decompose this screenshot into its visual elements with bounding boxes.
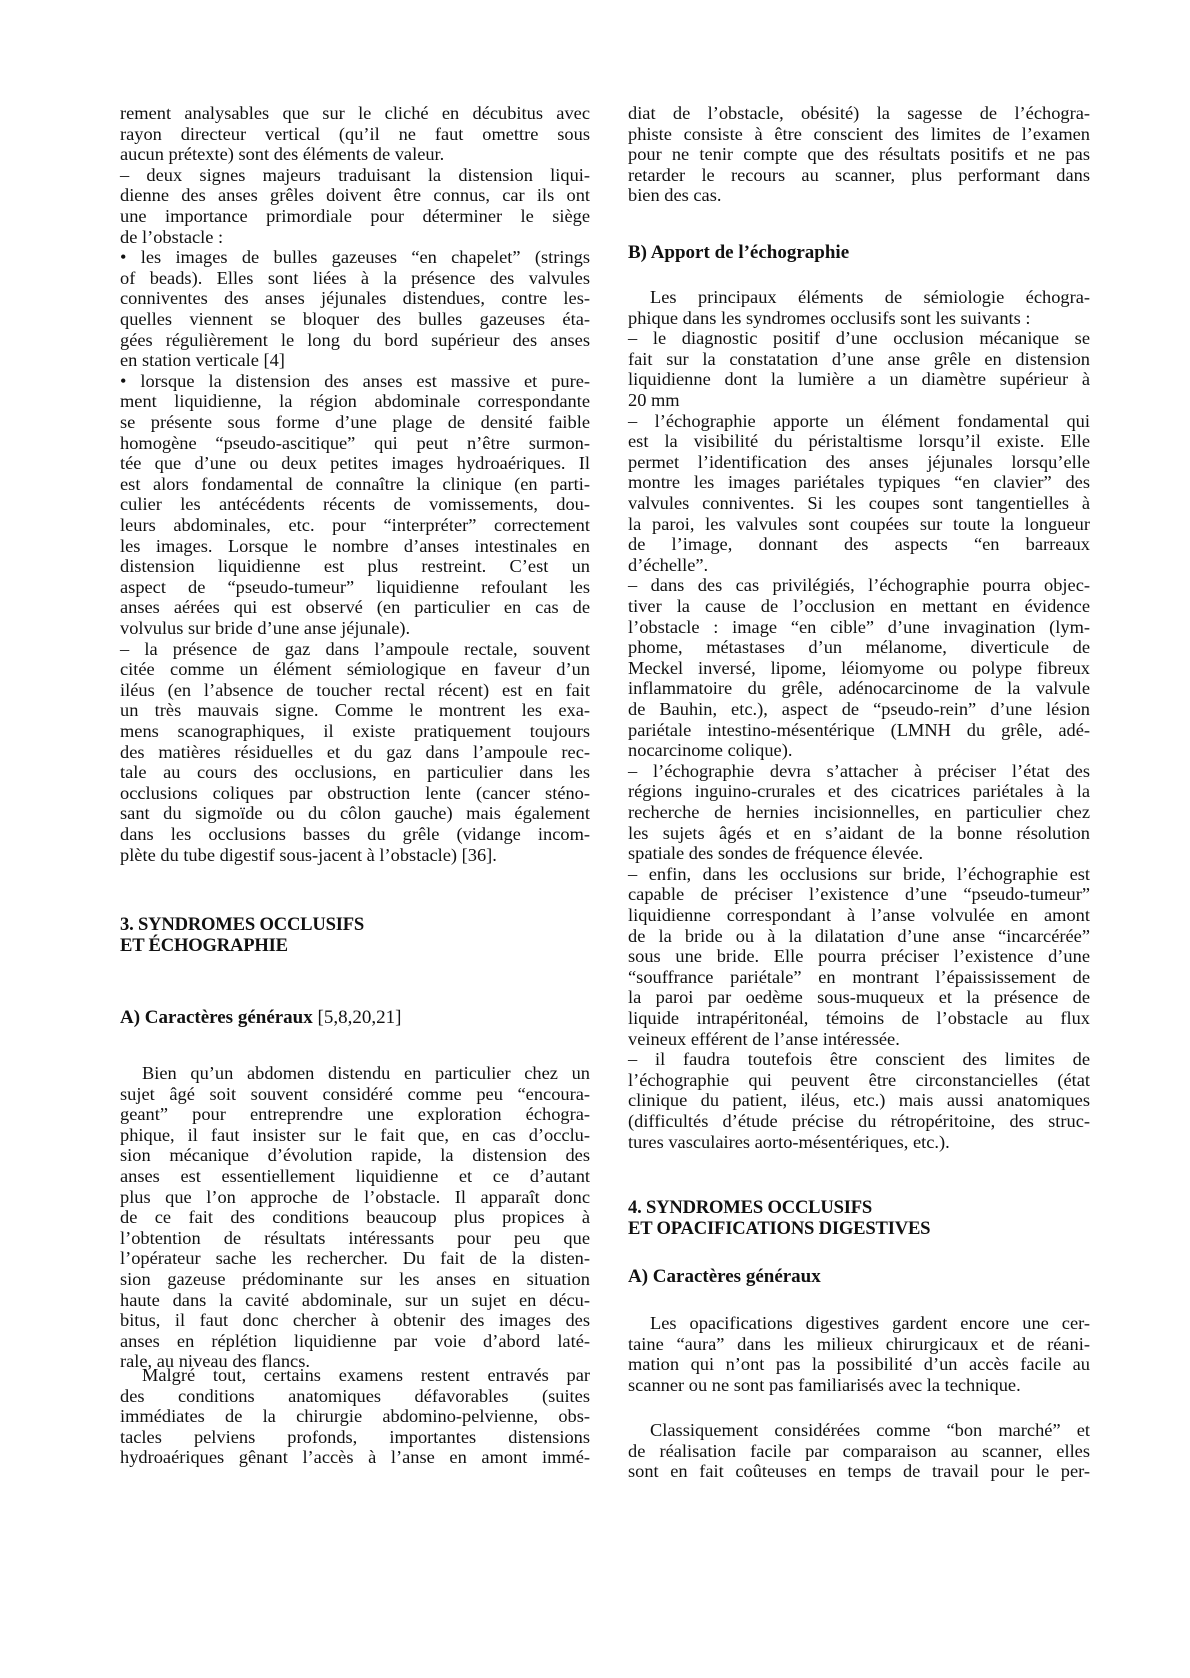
text-line: – dans des cas privilégiés, l’échographie pourra objec- — [628, 575, 1090, 596]
text-line: taine “aura” dans les milieux chirurgicaux et de réani- — [628, 1333, 1090, 1354]
text-line: pour ne tenir compte que des résultats positifs et ne pas — [628, 144, 1090, 165]
text-line: montre les images pariétales typiques “en clavier” des — [628, 472, 1090, 493]
text-line: liquidienne correspondant à l’anse volvulée en amont — [628, 905, 1090, 925]
text-line: Les principaux éléments de sémiologie échogra- — [650, 287, 1090, 307]
subsection-heading — [628, 1267, 1090, 1288]
text-line: l’obstacle : image “en cible” d’une invagination (lym- — [628, 616, 1090, 637]
text-line: 20 mm — [628, 390, 680, 410]
text-line: – l’échographie devra s’attacher à préciser l’état des — [628, 760, 1090, 781]
text-line: de l’image, donnant des aspects “en barreaux — [628, 534, 1090, 555]
subsection-heading — [628, 243, 1090, 264]
text-line: valvules conniventes. Si les coupes sont tangentielles à — [628, 493, 1090, 513]
text-line: l’opérateur sache les rechercher. Du fait de la disten- — [120, 1248, 590, 1269]
text-line: liquidienne dont la lumière a un diamètre supérieur à — [628, 369, 1090, 390]
text-line: geant” pour entreprendre une exploration échogra- — [120, 1104, 590, 1125]
text-line: iléus (en l’absence de toucher rectal récent) est en fait — [120, 679, 590, 700]
subsection-title: A) Caractères généraux — [628, 1266, 821, 1287]
subsection-title: A) Caractères généraux — [120, 1007, 318, 1028]
text-line: capable de préciser l’existence d’une “pseudo-tumeur” — [628, 884, 1090, 905]
text-line: tale au cours des occlusions, en particulier dans les — [120, 762, 590, 783]
text-line: – l’échographie apporte un élément fondamental qui — [628, 410, 1090, 431]
text-line: des matières résiduelles et du gaz dans l’ampoule rec- — [120, 741, 590, 762]
text-line: dienne des anses grêles doivent être connus, car ils ont — [120, 185, 590, 206]
text-line: rayon directeur vertical (qu’il ne faut omettre sous — [120, 123, 590, 144]
text-line: plus que l’on approche de l’obstacle. Il apparaît donc — [120, 1186, 590, 1207]
text-line: – deux signes majeurs traduisant la distension liqui- — [120, 164, 590, 185]
text-line: • lorsque la distension des anses est massive et pure- — [120, 370, 590, 391]
text-line: se présente sous forme d’une plage de densité faible — [120, 412, 590, 432]
text-line: sant du sigmoïde ou du côlon gauche) mais également — [120, 803, 590, 824]
text-line: inflammatoire du grêle, adénocarcinome de la valvule — [628, 678, 1090, 699]
left-column — [120, 0, 590, 1678]
text-line: haute dans la cavité abdominale, sur un sujet en décu- — [120, 1289, 590, 1310]
text-line: fait sur la constatation d’une anse grêle en distension — [628, 348, 1090, 369]
heading-line: 4. SYNDROMES OCCLUSIFS — [628, 1197, 873, 1218]
text-line: retarder le recours au scanner, plus performant dans — [628, 164, 1090, 185]
text-line: dans les occlusions basses du grêle (vidange incom- — [120, 824, 590, 844]
reference-citation: [5,8,20,21] — [317, 1007, 402, 1028]
text-line: volvulus sur bride d’une anse jéjunale). — [120, 618, 411, 638]
text-line: rement analysables que sur le cliché en décubitus avec — [120, 103, 590, 123]
text-line: quelles viennent se bloquer des bulles gazeuses éta- — [120, 309, 590, 329]
text-line: anses en réplétion liquidienne par voie d’abord laté- — [120, 1330, 590, 1351]
text-line: culier les antécédents récents de vomissements, dou- — [120, 494, 590, 515]
text-line: of beads). Elles sont liées à la présence des valvules — [120, 267, 590, 288]
text-line: l’échographie qui peuvent être circonstancielles (état — [628, 1069, 1090, 1090]
text-line: hydroaériques gênant l’accès à l’anse en amont immé- — [120, 1447, 590, 1468]
text-line: homogène “pseudo-ascitique” qui peut n’être surmon- — [120, 432, 590, 453]
text-line: plète du tube digestif sous-jacent à l’obstacle) [36]. — [120, 844, 497, 865]
text-line: sion gazeuse prédominante sur les anses en situation — [120, 1269, 590, 1289]
heading-line: ET OPACIFICATIONS DIGESTIVES — [628, 1218, 931, 1239]
text-line: de l’obstacle : — [120, 226, 224, 247]
text-line: phiste consiste à être conscient des limites de l’examen — [628, 123, 1090, 144]
text-line: scanner ou ne sont pas familiarisés avec la technique. — [628, 1374, 1021, 1395]
text-line: les sujets âgés et en s’aidant de la bonne résolution — [628, 822, 1090, 843]
text-line: de ce fait des conditions beaucoup plus propices à — [120, 1207, 590, 1228]
text-line: leurs abdominales, etc. pour “interpréter” correctement — [120, 515, 590, 535]
text-line: phique dans les syndromes occlusifs sont les suivants : — [628, 307, 1031, 328]
text-line: (difficultés d’étude précise du rétropéritoine, des struc- — [628, 1111, 1090, 1131]
text-line: bitus, il faut donc chercher à obtenir des images des — [120, 1310, 590, 1331]
text-line: recherche de hernies incisionnelles, en particulier chez — [628, 802, 1090, 822]
text-line: sujet âgé soit souvent considéré comme peu “encoura- — [120, 1083, 590, 1104]
text-line: ment liquidienne, la région abdominale correspondante — [120, 391, 590, 412]
heading-line: 3. SYNDROMES OCCLUSIFS — [120, 914, 365, 935]
text-line: tée que d’une ou deux petites images hydroaériques. Il — [120, 453, 590, 474]
text-line: de réalisation facile par comparaison au scanner, elles — [628, 1440, 1090, 1461]
text-line: – la présence de gaz dans l’ampoule rectale, souvent — [120, 638, 590, 659]
text-line: la paroi par oedème sous-muqueux et la présence de — [628, 987, 1090, 1008]
text-line: phome, métastases d’un mélanome, diverticule de — [628, 637, 1090, 658]
text-line: sion mécanique d’évolution rapide, la distension des — [120, 1145, 590, 1166]
text-line: anses aérées qui est observé (en particulier en cas de — [120, 597, 590, 618]
text-line: occlusions coliques par obstruction lente (cancer sténo- — [120, 782, 590, 803]
text-line: Meckel inversé, lipome, léiomyome ou polype fibreux — [628, 657, 1090, 678]
text-line: – le diagnostic positif d’une occlusion mécanique se — [628, 328, 1090, 349]
text-line: tures vasculaires aorto-mésentériques, etc.). — [628, 1131, 950, 1152]
text-line: rale, au niveau des flancs. — [120, 1351, 310, 1372]
text-line: Classiquement considérées comme “bon marché” et — [650, 1420, 1090, 1440]
text-line: sont en fait coûteuses en temps de travail pour le per- — [628, 1461, 1090, 1482]
text-line: bien des cas. — [628, 185, 722, 206]
text-line: mens scanographiques, il existe pratiquement toujours — [120, 721, 590, 741]
text-line: permet l’identification des anses jéjunales lorsqu’elle — [628, 451, 1090, 472]
text-line: tiver la cause de l’occlusion en mettant en évidence — [628, 596, 1090, 616]
text-line: régions inguino-crurales et des cicatrices pariétales à la — [628, 781, 1090, 802]
text-line: Les opacifications digestives gardent encore une cer- — [650, 1313, 1090, 1333]
text-line: conniventes des anses jéjunales distendues, contre les- — [120, 288, 590, 309]
text-line: de Bauhin, etc.), aspect de “pseudo-rein” d’une lésion — [628, 699, 1090, 719]
text-line: pariétale intestino-mésentérique (LMNH du grêle, adé- — [628, 719, 1090, 740]
text-line: aspect de “pseudo-tumeur” liquidienne refoulant les — [120, 576, 590, 597]
text-line: aucun prétexte) sont des éléments de valeur. — [120, 144, 445, 165]
text-line: une importance primordiale pour déterminer le siège — [120, 206, 590, 226]
text-line: diat de l’obstacle, obésité) la sagesse de l’échogra- — [628, 103, 1090, 123]
text-line: de la bride ou à la dilatation d’une anse “incarcérée” — [628, 925, 1090, 946]
text-line: est la visibilité du péristaltisme lorsqu’il existe. Elle — [628, 431, 1090, 452]
text-line: tacles pelviens profonds, importantes distensions — [120, 1426, 590, 1447]
text-line: des conditions anatomiques défavorables (suites — [120, 1385, 590, 1406]
text-line: anses est essentiellement liquidienne et ce d’autant — [120, 1166, 590, 1186]
text-line: – il faudra toutefois être conscient des limites de — [628, 1049, 1090, 1070]
text-line: est alors fondamental de connaître la clinique (en parti- — [120, 473, 590, 494]
text-line: d’échelle”. — [628, 554, 709, 575]
text-line: les images. Lorsque le nombre d’anses intestinales en — [120, 535, 590, 556]
text-line: immédiates de la chirurgie abdomino-pelvienne, obs- — [120, 1406, 590, 1427]
text-line: gées régulièrement le long du bord supérieur des anses — [120, 329, 590, 350]
text-line: spatiale des sondes de fréquence élevée. — [628, 843, 924, 864]
text-line: liquide intrapéritonéal, témoins de l’obstacle au flux — [628, 1008, 1090, 1028]
text-line: “souffrance pariétale” en montrant l’épaississement de — [628, 966, 1090, 987]
text-line: • les images de bulles gazeuses “en chapelet” (strings — [120, 247, 590, 268]
text-line: la paroi, les valvules sont coupées sur toute la longueur — [628, 513, 1090, 534]
heading-line: ET ÉCHOGRAPHIE — [120, 935, 288, 956]
text-line: veineux efférent de l’anse intéressée. — [628, 1028, 900, 1049]
text-line: Bien qu’un abdomen distendu en particulier chez un — [142, 1063, 590, 1083]
text-line: sous une bride. Elle pourra préciser l’existence d’une — [628, 946, 1090, 967]
text-line: Malgré tout, certains examens restent entravés par — [142, 1365, 590, 1385]
subsection-heading — [120, 1008, 590, 1029]
text-line: – enfin, dans les occlusions sur bride, l’échographie est — [628, 863, 1090, 884]
subsection-title-line — [120, 1008, 590, 1029]
text-line: nocarcinome colique). — [628, 740, 793, 761]
text-line: clinique du patient, iléus, etc.) mais aussi anatomiques — [628, 1090, 1090, 1111]
subsection-title: B) Apport de l’échographie — [628, 242, 850, 263]
text-line: mation qui n’ont pas la possibilité d’un accès facile au — [628, 1354, 1090, 1375]
text-line: un très mauvais signe. Comme le montrent les exa- — [120, 700, 590, 721]
text-line: distension liquidienne est plus restreint. C’est un — [120, 556, 590, 577]
text-line: l’obtention de résultats intéressants pour peu que — [120, 1227, 590, 1248]
text-line: citée comme un élément sémiologique en faveur d’un — [120, 659, 590, 680]
text-line: en station verticale [4] — [120, 350, 285, 371]
right-column — [628, 0, 1090, 1678]
text-line: phique, il faut insister sur le fait que, en cas d’occlu- — [120, 1124, 590, 1145]
